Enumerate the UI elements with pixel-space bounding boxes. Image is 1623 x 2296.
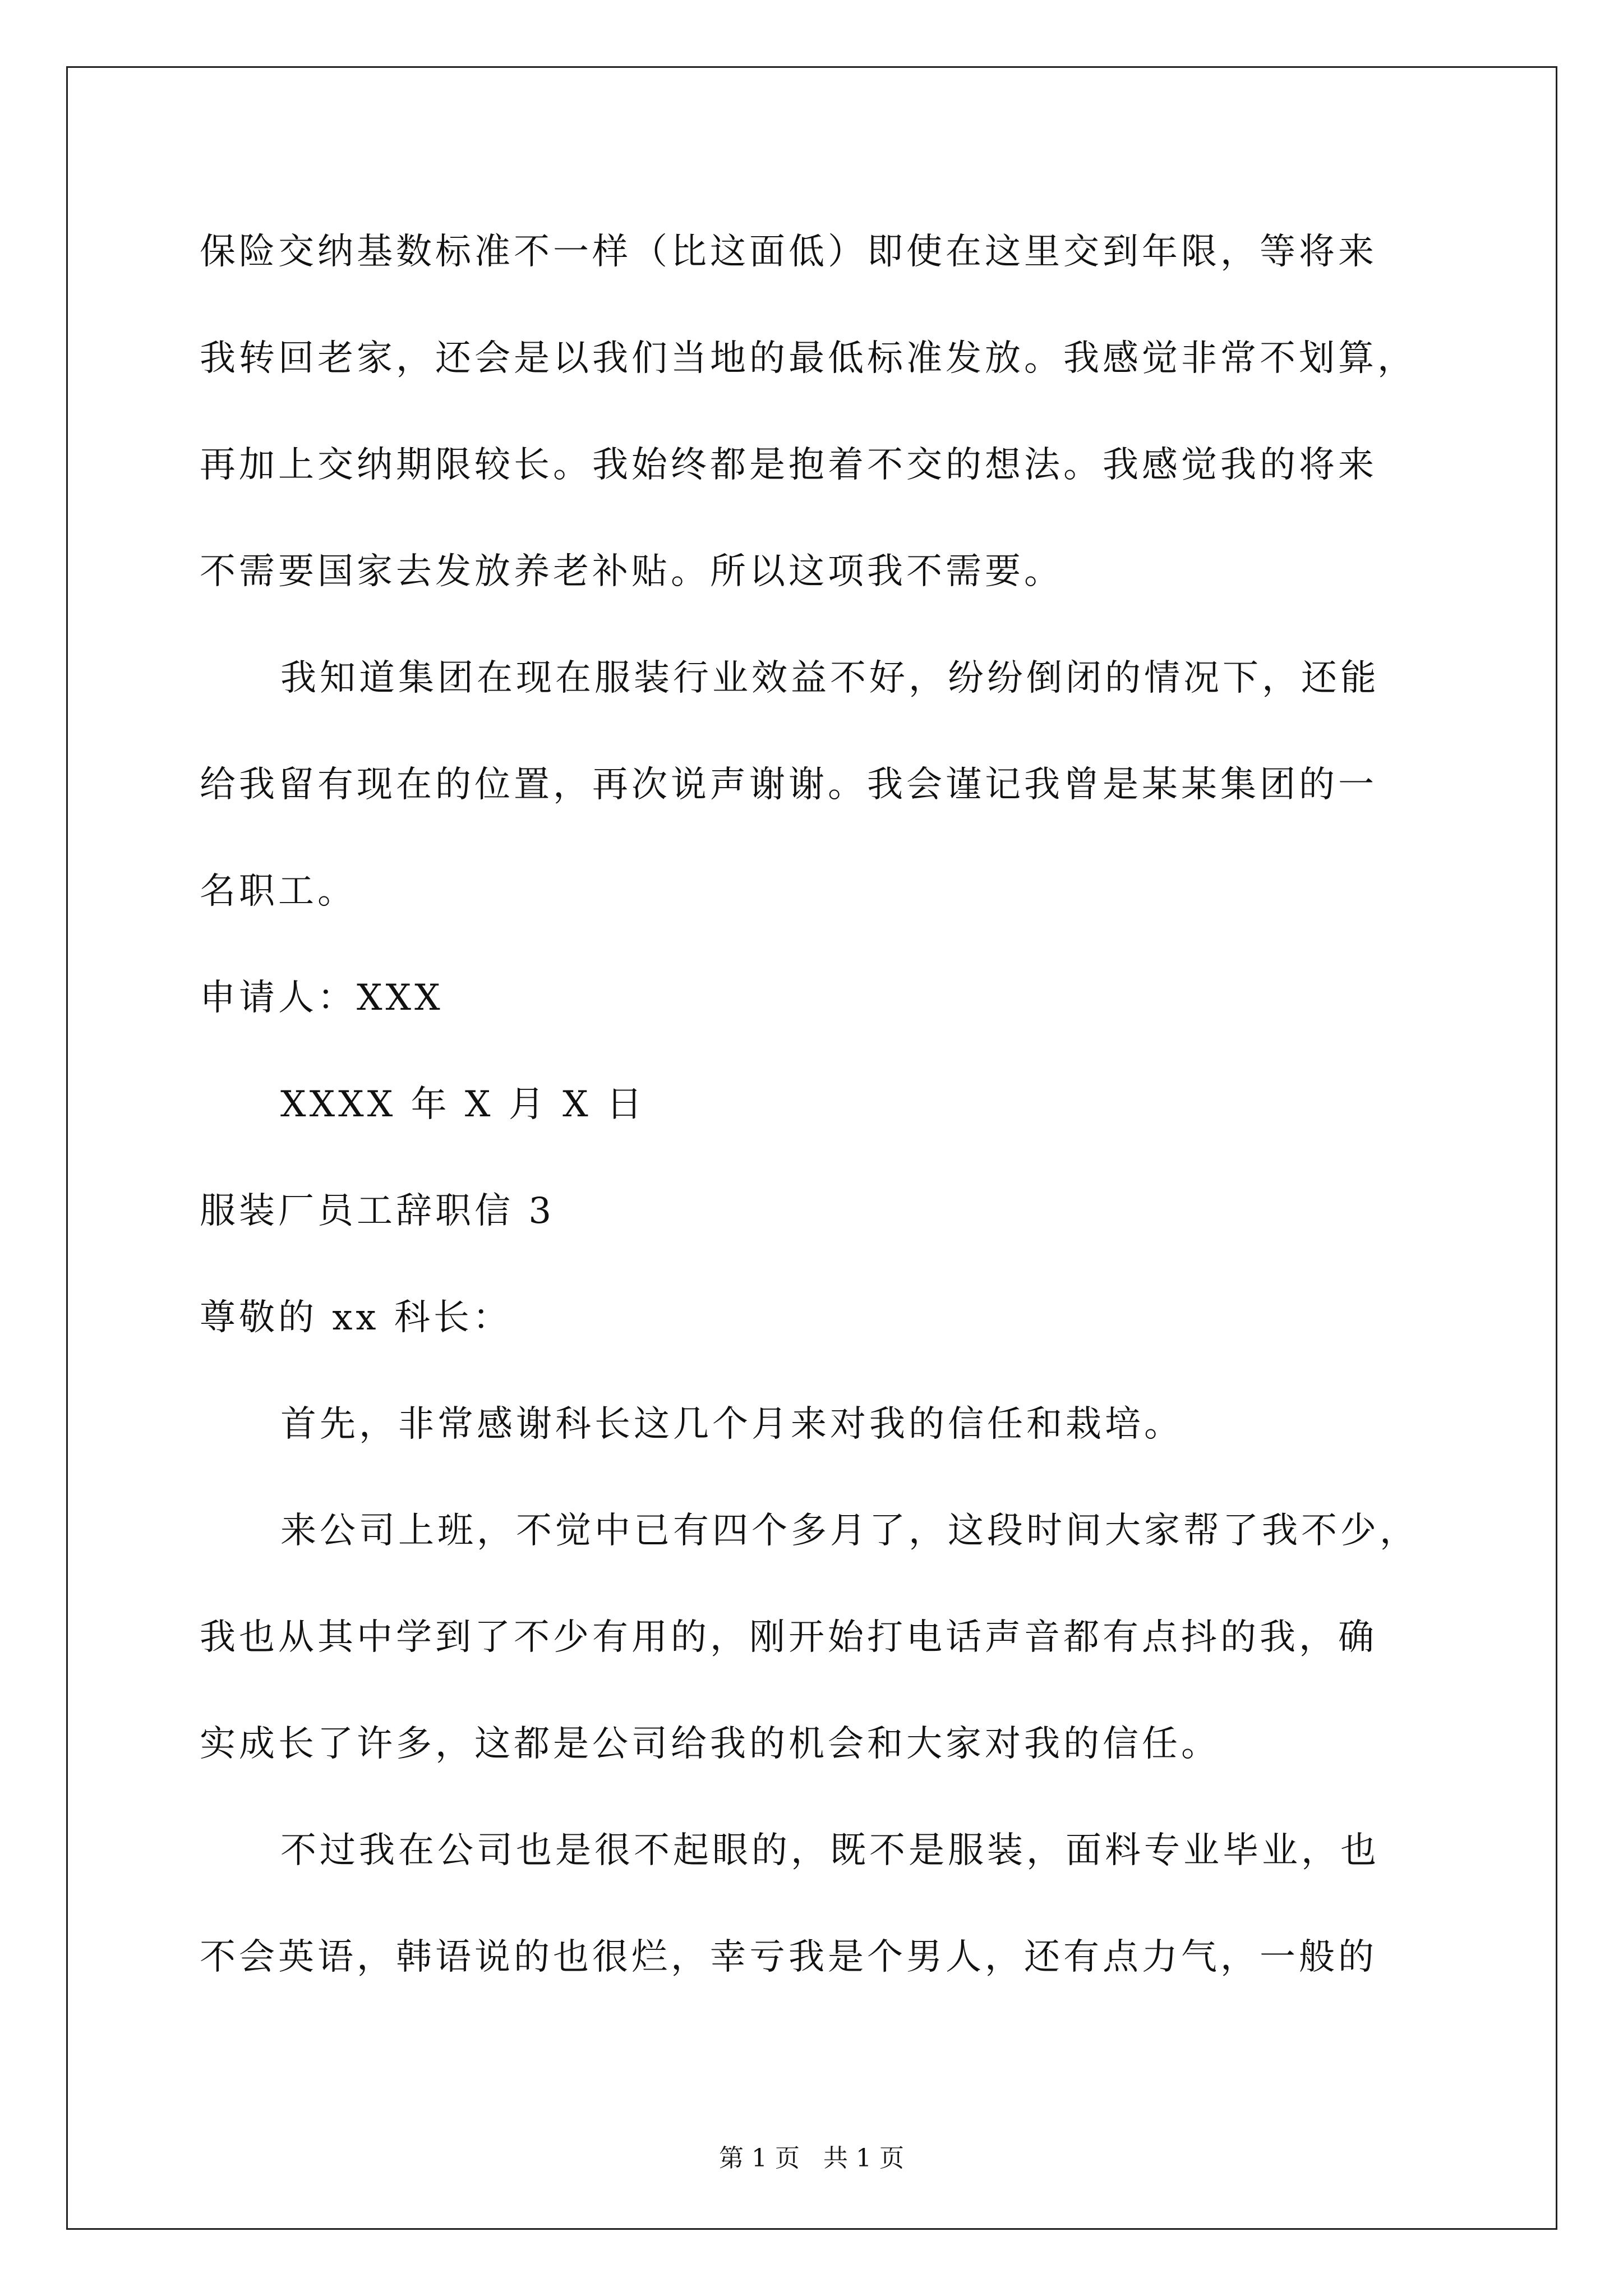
body-line-6: 给我留有现在的位置，再次说声谢谢。我会谨记我曾是某某集团的一 (200, 764, 1377, 806)
body-line-1: 保险交纳基数标准不一样（比这面低）即使在这里交到年限，等将来 (200, 231, 1377, 273)
body-line-7: 名职工。 (200, 871, 357, 912)
body-line-16: 不过我在公司也是很不起眼的，既不是服装，面料专业毕业，也 (280, 1830, 1380, 1871)
body-line-5: 我知道集团在现在服装行业效益不好，纷纷倒闭的情况下，还能 (280, 657, 1380, 699)
body-line-14: 我也从其中学到了不少有用的，刚开始打电话声音都有点抖的我，确 (200, 1617, 1377, 1658)
body-line-12: 首先，非常感谢科长这几个月来对我的信任和栽培。 (280, 1404, 1183, 1445)
body-line-15: 实成长了许多，这都是公司给我的机会和大家对我的信任。 (200, 1723, 1220, 1765)
body-line-13: 来公司上班，不觉中已有四个多月了，这段时间大家帮了我不少， (280, 1510, 1419, 1552)
body-line-2: 我转回老家，还会是以我们当地的最低标准发放。我感觉非常不划算， (200, 338, 1417, 379)
date-line: XXXX 年 X 月 X 日 (280, 1084, 646, 1125)
body-line-3: 再加上交纳期限较长。我始终都是抱着不交的想法。我感觉我的将来 (200, 444, 1377, 486)
page-footer: 第 1 页 共 1 页 (719, 2144, 904, 2173)
body-line-4: 不需要国家去发放养老补贴。所以这项我不需要。 (200, 551, 1063, 592)
salutation: 尊敬的 xx 科长： (200, 1297, 512, 1338)
page-border (66, 66, 1557, 2230)
letter-title: 服装厂员工辞职信 3 (200, 1190, 555, 1232)
applicant-line: 申请人：XXX (200, 977, 444, 1019)
body-line-17: 不会英语，韩语说的也很烂，幸亏我是个男人，还有点力气，一般的 (200, 1936, 1377, 1978)
